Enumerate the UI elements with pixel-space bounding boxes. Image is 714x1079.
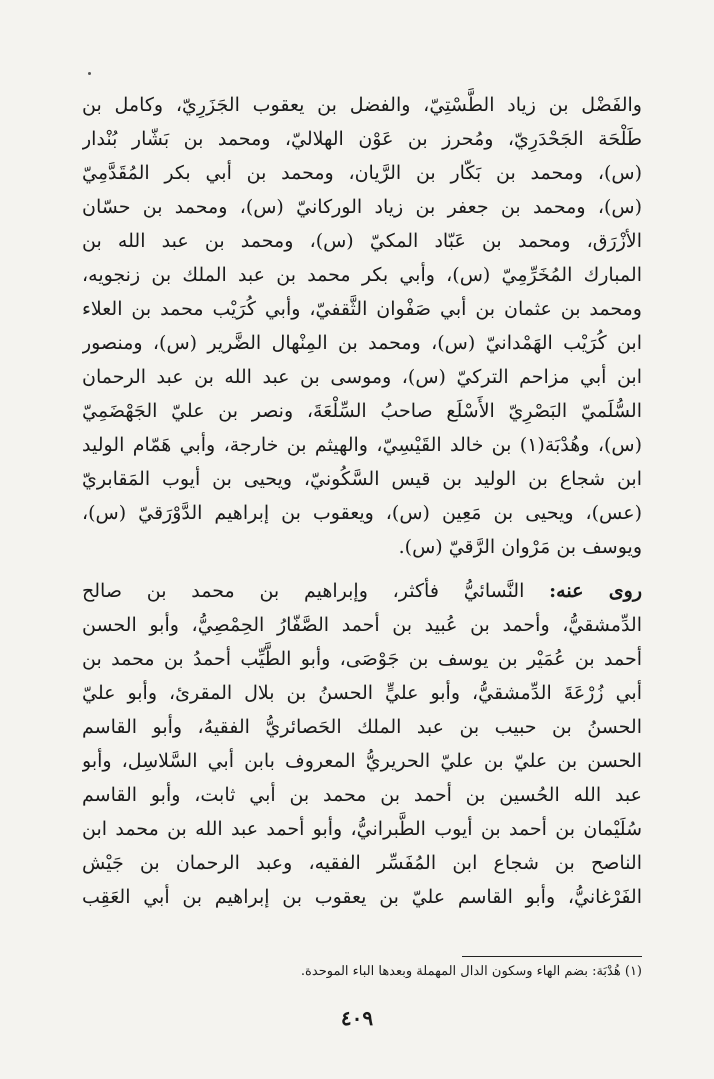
text-line: أحمد بن عُمَيْر بن يوسف بن جَوْصَى، وأبو الطَّيِّب أحمدُ بن محمد بن: [82, 648, 642, 670]
page-speck: [88, 72, 91, 75]
rawa-text: النَّسائيُّ فأكثر، وإبراهيم بن محمد بن صالح: [82, 580, 525, 602]
text-line: (س)، وهُدْبَة(١) بن خالد القَيْسِيّ، والهيثم بن خارجة، وأبي هَمّام الوليد: [82, 434, 642, 456]
text-line: الفَرْغانيُّ، وأبو القاسم عليّ بن يعقوب بن إبراهيم بن أبي العَقِب: [82, 886, 642, 908]
text-line: (عس)، ويحيى بن مَعِين (س)، ويعقوب بن إبراهيم الدَّوْرَقيّ (س)،: [82, 502, 642, 524]
text-line: الدِّمشقيُّ، وأحمد بن عُبيد بن أحمد الصَّفّارُ الحِمْصِيُّ، وأبو الحسن: [82, 614, 642, 636]
text-line: المبارك المُخَرِّمِيّ (س)، وأبي بكر محمد بن عبد الملك بن زنجويه،: [82, 264, 642, 286]
text-line: الحسن بن عليّ بن عليّ الحريريُّ المعروف بابن أبي السَّلاسِل، وأبو: [82, 750, 642, 772]
text-line: (س)، ومحمد بن جعفر بن زياد الوركانيّ (س)، ومحمد بن حسّان: [82, 196, 642, 218]
text-line: سُلَيْمان بن أحمد بن أيوب الطَّبرانيُّ، وأبو أحمد عبد الله بن محمد ابن: [82, 818, 642, 840]
rawa-label: روى عنه:: [549, 580, 642, 602]
text-line: ابن أبي مزاحم التركيّ (س)، وموسى بن عبد الله بن عبد الرحمان: [82, 366, 642, 388]
text-line: الناصح بن شجاع ابن المُفَسِّر الفقيه، وعبد الرحمان بن جَيْش: [82, 852, 642, 874]
text-line: عبد الله الحُسين بن أحمد بن محمد بن أبي ثابت، وأبو القاسم: [82, 784, 642, 806]
text-line: الحسنُ بن حبيب بن عبد الملك الحَصائريُّ الفقيهُ، وأبو القاسم: [82, 716, 642, 738]
text-line: الأزْرَق، ومحمد بن عَبّاد المكيّ (س)، ومحمد بن عبد الله بن: [82, 230, 642, 252]
page-number: ٤٠٩: [340, 1006, 374, 1030]
text-line: ومحمد بن عثمان بن أبي صَفْوان الثَّقفيّ، وأبي كُرَيْب محمد بن العلاء: [82, 298, 642, 320]
text-line: ابن شجاع بن الوليد بن قيس السَّكُونيّ، ويحيى بن أيوب المَقابريّ: [82, 468, 642, 490]
text-line: أبي زُرْعَةَ الدِّمشقيُّ، وأبو عليٍّ الحسنُ بن بلال المقرئ، وأبو عليّ: [82, 682, 642, 704]
text-line: والفَضْل بن زياد الطَّسْتِيّ، والفضل بن يعقوب الجَزَرِيّ، وكامل بن: [82, 94, 642, 116]
text-line: طَلْحَة الجَحْدَرِيّ، ومُحرز بن عَوْن الهلاليّ، ومحمد بن بَشّار بُنْدار: [82, 128, 642, 150]
footnote-divider: [462, 956, 642, 957]
text-line: (س)، ومحمد بن بَكّار بن الرَّيان، ومحمد بن أبي بكر المُقَدَّمِيّ: [82, 162, 642, 184]
text-line: ويوسف بن مَرْوان الرَّقيّ (س).: [398, 536, 642, 558]
rawa-line: [82, 574, 642, 608]
text-line: السُّلَميّ البَصْرِيّ الأَسْلَع صاحبُ السِّلْعَةَ، ونصر بن عليّ الجَهْضَمِيّ: [82, 400, 642, 422]
main-text: [82, 88, 642, 914]
paragraph-gap: [82, 564, 642, 574]
text-line: ابن كُرَيْب الهَمْدانيّ (س)، ومحمد بن المِنْهال الضَّرير (س)، ومنصور: [82, 332, 642, 354]
footnote: (١) هُدْبَة: بضم الهاء وسكون الدال المهملة وبعدها الباء الموحدة.: [300, 964, 642, 979]
